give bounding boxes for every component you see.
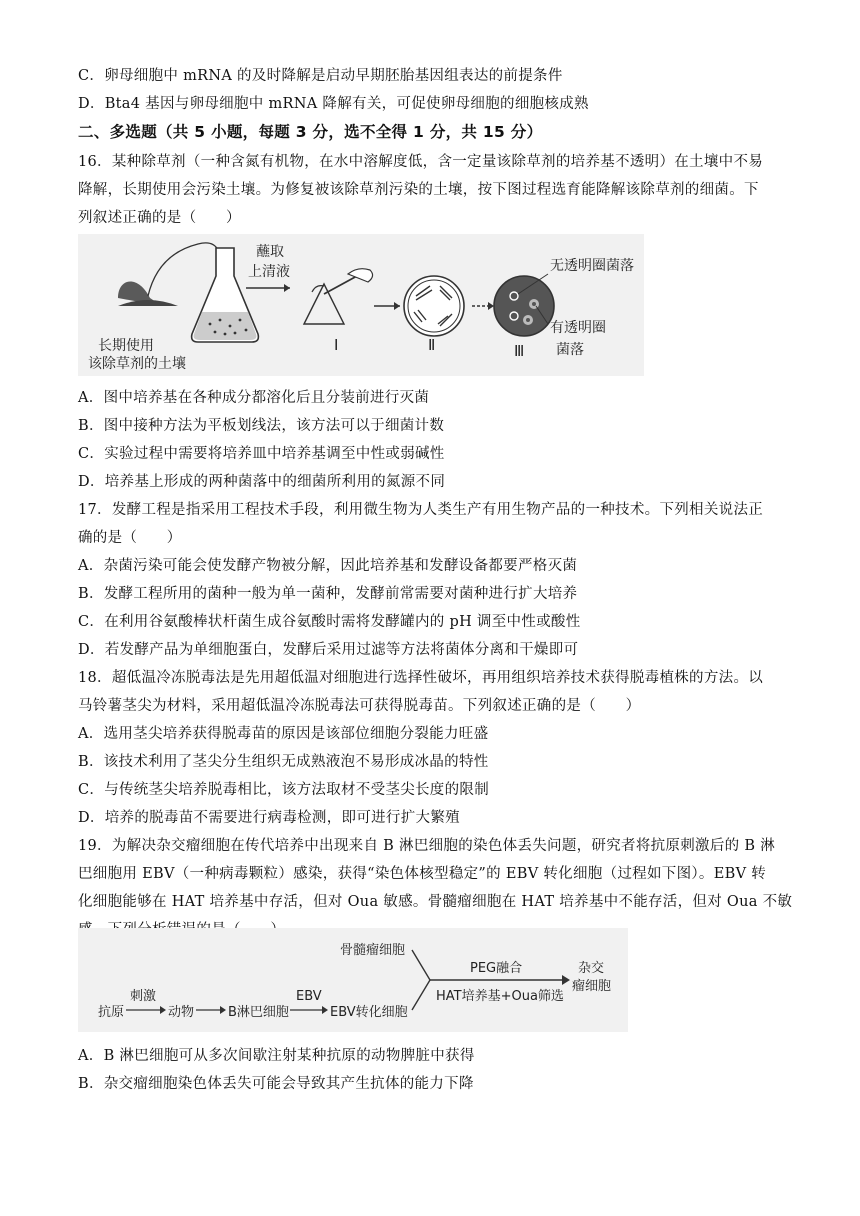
dip-label-2: 上清液 — [248, 264, 290, 280]
halo-label-2: 菌落 — [556, 342, 584, 358]
peg-label: PEG融合 — [470, 961, 523, 976]
ebv-label: EBV — [296, 989, 322, 1004]
q18-stem-2: 马铃薯茎尖为材料，采用超低温冷冻脱毒法可获得脱毒苗。下列叙述正确的是（ ） — [78, 698, 641, 714]
q16-option-b: B．图中接种方法为平板划线法，该方法可以于细菌计数 — [78, 418, 445, 434]
q19-stem-2: 巴细胞用 EBV（一种病毒颗粒）感染，获得“染色体核型稳定”的 EBV 转化细胞（过程如下图）。EBV 转 — [78, 866, 767, 882]
hybrid-label-2: 瘤细胞 — [572, 979, 612, 994]
q15-option-d: D．Bta4 基因与卵母细胞中 mRNA 降解有关，可促使卵母细胞的细胞核成熟 — [78, 96, 589, 112]
q18-option-d: D．培养的脱毒苗不需要进行病毒检测，即可进行扩大繁殖 — [78, 810, 460, 826]
soil-label-1: 长期使用 — [98, 338, 154, 354]
q18-option-b: B．该技术利用了茎尖分生组织无成熟液泡不易形成冰晶的特性 — [78, 754, 489, 770]
q18-option-a: A．选用茎尖培养获得脱毒苗的原因是该部位细胞分裂能力旺盛 — [78, 726, 489, 742]
myeloma-label: 骨髓瘤细胞 — [340, 943, 406, 958]
step-3-label: Ⅲ — [514, 342, 525, 360]
animal-label: 动物 — [168, 1005, 195, 1020]
dip-label-1: 蘸取 — [256, 244, 284, 260]
q16-option-c: C．实验过程中需要将培养皿中培养基调至中性或弱碱性 — [78, 446, 445, 462]
q15-option-c: C．卵母细胞中 mRNA 的及时降解是启动早期胚胎基因组表达的前提条件 — [78, 68, 563, 84]
q16-option-d: D．培养基上形成的两种菌落中的细菌所利用的氮源不同 — [78, 474, 446, 490]
ebv-cell-label: EBV转化细胞 — [330, 1005, 408, 1020]
q16-option-a: A．图中培养基在各种成分都溶化后且分装前进行灭菌 — [78, 390, 430, 406]
q16-figure — [78, 234, 644, 376]
soil-label-2: 该除草剂的土壤 — [88, 356, 186, 372]
q16-stem-3: 列叙述正确的是（ ） — [78, 210, 241, 226]
colony-plate-icon — [494, 276, 554, 336]
q19-figure — [78, 928, 628, 1032]
q17-option-a: A．杂菌污染可能会使发酵产物被分解，因此培养基和发酵设备都要严格灭菌 — [78, 558, 578, 574]
q19-option-b: B．杂交瘤细胞染色体丢失可能会导致其产生抗体的能力下降 — [78, 1076, 474, 1092]
q19-stem-1: 19．为解决杂交瘤细胞在传代培养中出现来自 B 淋巴细胞的染色体丢失问题，研究者将抗原刺激后的 B 淋 — [78, 838, 775, 854]
section-title: 二、多选题（共 5 小题，每题 3 分，选不全得 1 分，共 15 分） — [78, 123, 543, 141]
no-halo-label: 无透明圈菌落 — [550, 258, 634, 274]
q17-stem-1: 17．发酵工程是指采用工程技术手段，利用微生物为人类生产有用生物产品的一种技术。下列相关说法正 — [78, 502, 764, 518]
q19-option-a: A．B 淋巴细胞可从多次间歇注射某种抗原的动物脾脏中获得 — [78, 1048, 475, 1064]
stimulate-label: 刺激 — [130, 989, 157, 1004]
q16-stem-2: 降解，长期使用会污染土壤。为修复被该除草剂污染的土壤，按下图过程选育能降解该除草剂的细菌。下 — [78, 182, 759, 198]
step-2-label: Ⅱ — [428, 336, 436, 354]
q17-stem-2: 确的是（ ） — [78, 530, 182, 546]
q16-stem-1: 16．某种除草剂（一种含氮有机物，在水中溶解度低，含一定量该除草剂的培养基不透明）在土壤中不易 — [78, 154, 764, 170]
hat-label: HAT培养基+Oua筛选 — [436, 989, 564, 1004]
q17-option-c: C．在利用谷氨酸棒状杆菌生成谷氨酸时需将发酵罐内的 pH 调至中性或酸性 — [78, 614, 581, 630]
hybrid-label-1: 杂交 — [578, 961, 605, 976]
halo-label-1: 有透明圈 — [550, 320, 606, 336]
q17-option-d: D．若发酵产品为单细胞蛋白，发酵后采用过滤等方法将菌体分离和干燥即可 — [78, 642, 579, 658]
streak-plate-icon — [404, 276, 464, 336]
q18-option-c: C．与传统茎尖培养脱毒相比，该方法取材不受茎尖长度的限制 — [78, 782, 489, 798]
q19-stem-3: 化细胞能够在 HAT 培养基中存活，但对 Oua 敏感。骨髓瘤细胞在 HAT 培养基中不能存活，但对 Oua 不敏 — [78, 894, 793, 910]
antigen-label: 抗原 — [98, 1005, 125, 1020]
step-1-label: Ⅰ — [334, 336, 339, 354]
q18-stem-1: 18．超低温冷冻脱毒法是先用超低温对细胞进行选择性破坏，再用组织培养技术获得脱毒植株的方法。以 — [78, 670, 764, 686]
q17-option-b: B．发酵工程所用的菌种一般为单一菌种，发酵前常需要对菌种进行扩大培养 — [78, 586, 578, 602]
b-cell-label: B淋巴细胞 — [228, 1005, 289, 1020]
